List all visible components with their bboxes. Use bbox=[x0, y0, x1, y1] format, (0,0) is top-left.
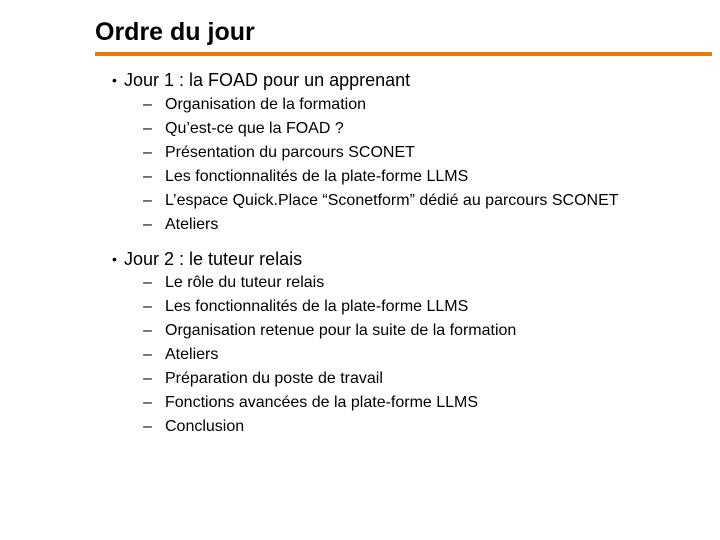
list-item-label: Ateliers bbox=[165, 346, 219, 363]
list-item-label: Présentation du parcours SCONET bbox=[165, 144, 415, 161]
list-item-label: Qu’est-ce que la FOAD ? bbox=[165, 120, 344, 137]
title-underline bbox=[95, 52, 712, 56]
list-item bbox=[143, 117, 619, 141]
list-item bbox=[143, 415, 516, 439]
list-item bbox=[143, 141, 619, 165]
section-heading-day2 bbox=[112, 248, 302, 270]
list-item bbox=[143, 189, 619, 213]
list-item-label: Fonctions avancées de la plate-forme LLMS bbox=[165, 394, 479, 411]
dash-icon: – bbox=[143, 346, 152, 363]
list-item-label: Préparation du poste de travail bbox=[165, 370, 383, 387]
list-item-label: Conclusion bbox=[165, 418, 245, 435]
dash-icon: – bbox=[143, 144, 152, 161]
section-heading-label: Jour 2 : le tuteur relais bbox=[124, 249, 303, 269]
dash-icon: – bbox=[143, 274, 152, 291]
dash-icon: – bbox=[143, 418, 152, 435]
dash-icon: – bbox=[143, 298, 152, 315]
agenda-list-day2 bbox=[143, 271, 516, 439]
dash-icon: – bbox=[143, 370, 152, 387]
section-heading-day1 bbox=[112, 69, 410, 91]
dash-icon: – bbox=[143, 192, 152, 209]
slide-title: Ordre du jour bbox=[95, 18, 255, 46]
list-item bbox=[143, 213, 619, 237]
agenda-list-day1 bbox=[143, 93, 619, 237]
bullet-icon: • bbox=[112, 72, 117, 88]
bullet-icon: • bbox=[112, 251, 117, 267]
list-item bbox=[143, 343, 516, 367]
list-item-label: Les fonctionnalités de la plate-forme LLMS bbox=[165, 168, 469, 185]
list-item-label: Les fonctionnalités de la plate-forme LLMS bbox=[165, 298, 469, 315]
list-item bbox=[143, 319, 516, 343]
list-item bbox=[143, 295, 516, 319]
list-item bbox=[143, 271, 516, 295]
list-item bbox=[143, 367, 516, 391]
dash-icon: – bbox=[143, 168, 152, 185]
dash-icon: – bbox=[143, 216, 152, 233]
dash-icon: – bbox=[143, 120, 152, 137]
list-item bbox=[143, 391, 516, 415]
dash-icon: – bbox=[143, 394, 152, 411]
list-item-label: Ateliers bbox=[165, 216, 219, 233]
list-item-label: Organisation retenue pour la suite de la formation bbox=[165, 322, 517, 339]
list-item-label: Le rôle du tuteur relais bbox=[165, 274, 325, 291]
list-item-label: Organisation de la formation bbox=[165, 96, 366, 113]
section-heading-label: Jour 1 : la FOAD pour un apprenant bbox=[124, 70, 411, 90]
dash-icon: – bbox=[143, 322, 152, 339]
list-item-label: L’espace Quick.Place “Sconetform” dédié au parcours SCONET bbox=[165, 192, 619, 209]
list-item bbox=[143, 93, 619, 117]
dash-icon: – bbox=[143, 96, 152, 113]
list-item bbox=[143, 165, 619, 189]
